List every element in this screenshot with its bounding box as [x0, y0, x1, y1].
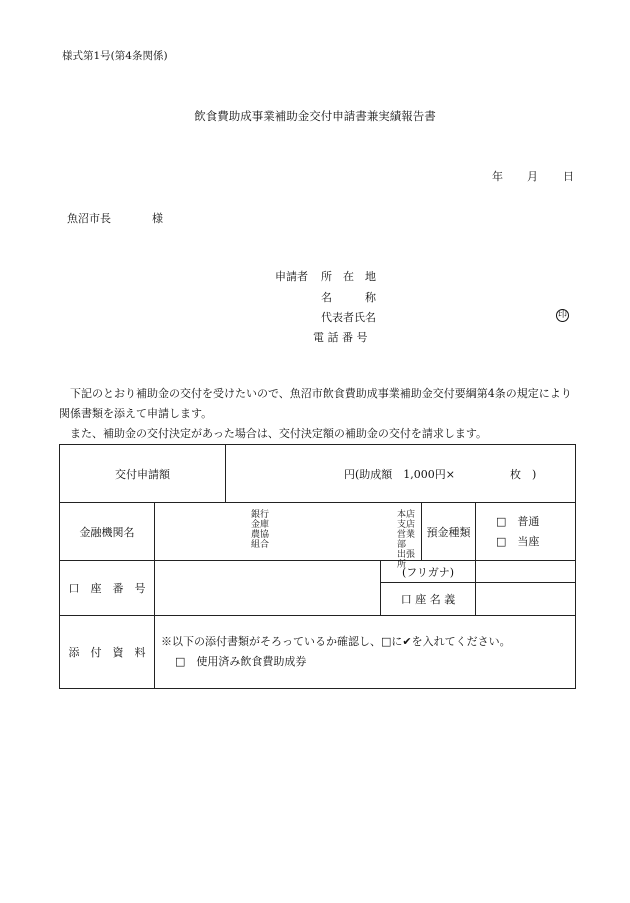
attachment-note-text: ※以下の添付書類がそろっているか確認し、□に	[161, 635, 403, 648]
deposit-ordinary-checkbox[interactable]: □ 普通	[496, 514, 540, 528]
branch-type: 本店	[397, 509, 416, 520]
attachment-cell	[155, 616, 576, 689]
attachment-label: 添 付 資 料	[60, 616, 155, 689]
bank-type: 農協	[251, 529, 270, 540]
honorific: 様	[152, 212, 163, 225]
phone-label: 電 話 番 号	[313, 331, 368, 344]
bank-type: 銀行	[251, 509, 270, 520]
used-voucher-checkbox[interactable]: □ 使用済み飲食費助成券	[175, 655, 307, 668]
amount-label: 交付申請額	[60, 445, 226, 503]
account-number-label: 口 座 番 号	[60, 561, 155, 616]
deposit-current-checkbox[interactable]: □ 当座	[496, 534, 540, 548]
branch-type: 営業部	[397, 529, 416, 550]
address-label: 所 在 地	[321, 270, 376, 283]
addressee: 魚沼市長	[67, 212, 111, 225]
branch-type: 出張所	[397, 549, 416, 570]
deposit-label: 預金種類	[422, 503, 476, 561]
body-paragraph-1: 下記のとおり補助金の交付を受けたいので、魚沼市飲食費助成事業補助金交付要綱第4条の規定により関係書類を添えて申請します。	[59, 387, 572, 420]
deposit-options	[476, 503, 576, 561]
name-label: 名 称	[321, 291, 376, 304]
account-name-label: 口 座 名 義	[381, 583, 476, 616]
bank-type: 金庫	[251, 519, 270, 530]
document-title: 飲食費助成事業補助金交付申請書兼実績報告書	[194, 109, 436, 123]
date-year: 年	[492, 170, 503, 183]
furigana-label: (フリガナ)	[381, 561, 476, 583]
date-day: 日	[563, 170, 574, 183]
branch-type-list	[397, 510, 421, 570]
application-table	[59, 444, 576, 689]
furigana-field[interactable]	[476, 561, 576, 583]
bank-type: 組合	[251, 539, 270, 550]
branch-type: 支店	[397, 519, 416, 530]
date-month: 月	[527, 170, 538, 183]
body-paragraph-2: また、補助金の交付決定があった場合は、交付決定額の補助金の交付を請求します。	[70, 427, 488, 440]
form-number: 様式第1号(第4条関係)	[62, 50, 168, 62]
account-number-field[interactable]	[155, 561, 381, 616]
bank-type-list	[251, 510, 269, 550]
attachment-note-text: を入れてください。	[411, 635, 511, 648]
representative-label: 代表者氏名	[321, 311, 376, 324]
amount-field[interactable]: 円(助成額 1,000円× 枚 )	[226, 445, 576, 503]
attachment-note	[161, 632, 575, 652]
checkmark-icon: ✔	[402, 635, 412, 648]
applicant-label: 申請者	[275, 270, 308, 283]
bank-name-field[interactable]	[155, 503, 422, 570]
seal-mark: 印	[557, 310, 567, 320]
bank-label: 金融機関名	[60, 503, 155, 561]
account-name-field[interactable]	[476, 583, 576, 616]
